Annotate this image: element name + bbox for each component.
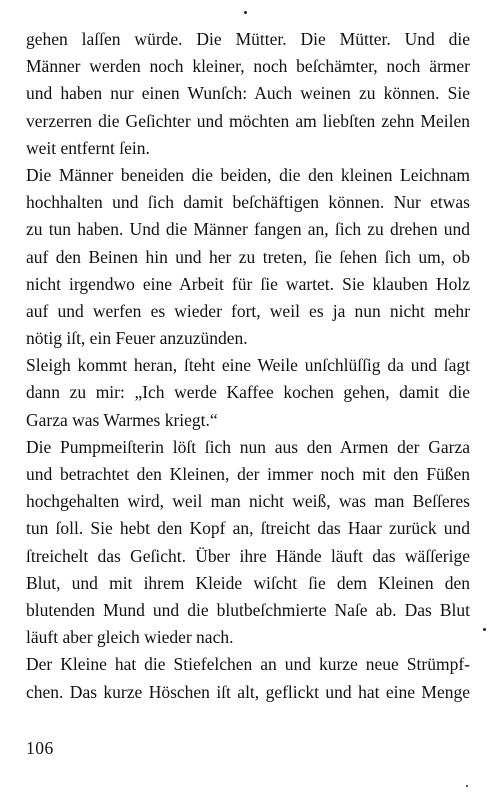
text-line: zu tun haben. Und die Männer fangen an, ſich zu drehen und bbox=[26, 219, 470, 240]
text-line: dann zu mir: „Ich werde Kaffee kochen gehen, damit die bbox=[26, 382, 470, 403]
text-line: und betrachtet den Kleinen, der immer noch mit den Füßen bbox=[26, 464, 470, 484]
text-line: gehen laſſen würde. Die Mütter. Die Mütter. Und die bbox=[26, 29, 470, 49]
text-line: verzerren die Geſichter und möchten am liebſten zehn Meilen bbox=[26, 110, 470, 131]
text-line: weit entfernt ſein. bbox=[26, 137, 150, 158]
text-line: blutenden Mund und die blutbeſchmierte Naſe ab. Das Blut bbox=[26, 599, 470, 620]
text-line: Die Pumpmeiſterin löſt ſich nun aus den Armen der Garza bbox=[26, 436, 470, 457]
text-line: auf und werfen es wieder fort, weil es ja nun nicht mehr bbox=[26, 300, 470, 321]
paragraph bbox=[26, 162, 470, 352]
print-speck bbox=[244, 11, 247, 14]
print-speck bbox=[483, 628, 486, 631]
text-line: ſtreichelt das Geſicht. Über ihre Hände läuft das wäſſerige bbox=[26, 545, 470, 566]
text-line: Der Kleine hat die Stiefelchen an und kurze neue Strümpf- bbox=[26, 654, 470, 675]
text-line: tun ſoll. Sie hebt den Kopf an, ſtreicht das Haar zurück und bbox=[26, 518, 470, 539]
paragraph bbox=[26, 434, 470, 652]
text-line: Sleigh kommt heran, ſteht eine Weile unſchlüſſig da und ſagt bbox=[26, 355, 470, 376]
text-line: läuft aber gleich wieder nach. bbox=[26, 627, 234, 648]
text-line: Blut, und mit ihrem Kleide wiſcht ſie dem Kleinen den bbox=[26, 572, 470, 593]
text-line: hochgehalten wird, weil man nicht weiß, was man Beſſeres bbox=[26, 491, 470, 512]
text-line: Männer werden noch kleiner, noch beſchämter, noch ärmer bbox=[26, 56, 470, 77]
body-text bbox=[26, 26, 470, 706]
text-line: chen. Das kurze Höschen iſt alt, geflickt und hat eine Menge bbox=[26, 681, 470, 702]
text-line: Garza was Warmes kriegt.“ bbox=[26, 409, 218, 430]
text-line: Die Männer beneiden die beiden, die den kleinen Leichnam bbox=[26, 164, 470, 185]
text-line: nötig iſt, ein Feuer anzuzünden. bbox=[26, 328, 248, 349]
text-line: hochhalten und ſich damit beſchäftigen können. Nur etwas bbox=[26, 192, 470, 213]
paragraph bbox=[26, 352, 470, 434]
text-line: auf den Beinen hin und her zu treten, ſie ſehen ſich um, ob bbox=[26, 246, 470, 267]
paragraph bbox=[26, 651, 470, 705]
text-line: nicht irgendwo eine Arbeit für ſie wartet. Sie klauben Holz bbox=[26, 273, 470, 294]
paragraph bbox=[26, 26, 470, 162]
text-line: und haben nur einen Wunſch: Auch weinen zu können. Sie bbox=[26, 83, 470, 104]
print-speck bbox=[466, 785, 468, 787]
page-number: 106 bbox=[26, 738, 54, 758]
